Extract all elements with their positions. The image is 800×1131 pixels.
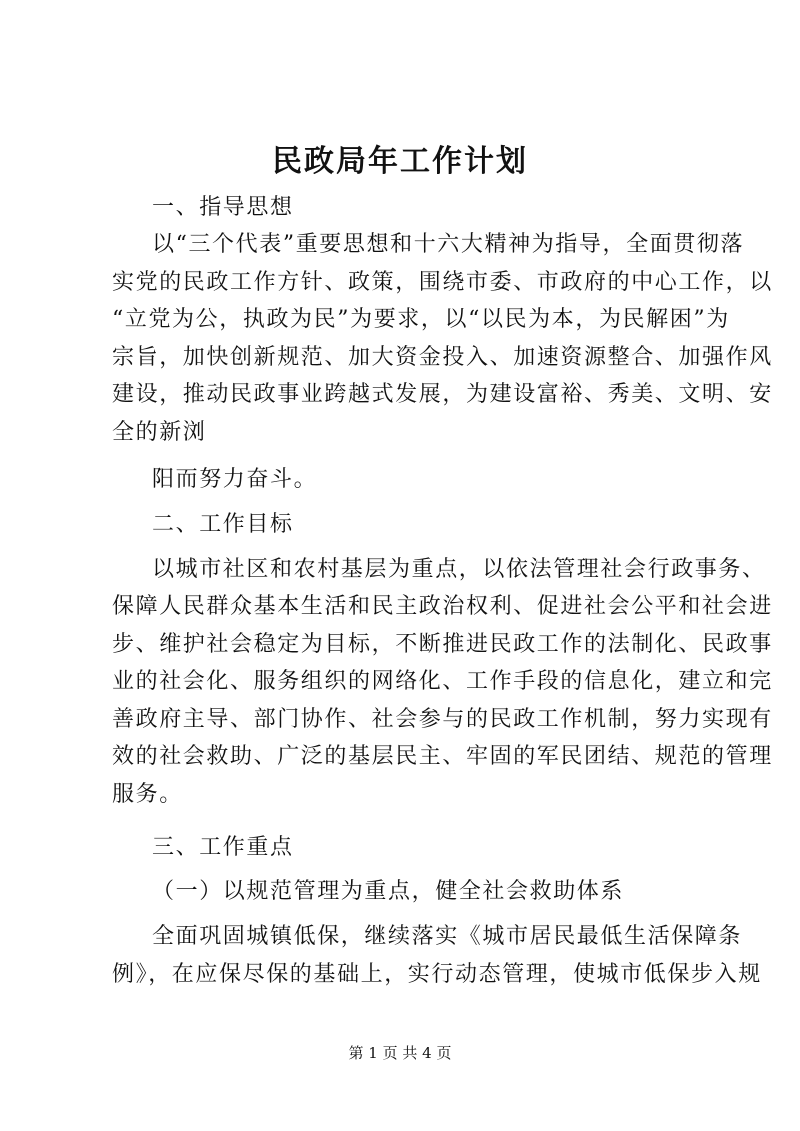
paragraph-line: 阳而努力奋斗。: [152, 467, 318, 492]
document-title: 民政局年工作计划: [272, 144, 528, 179]
paragraph-line: 业的社会化、服务组织的网络化、工作手段的信息化，建立和完: [112, 669, 773, 694]
paragraph-line: 以“三个代表”重要思想和十六大精神为指导，全面贯彻落: [152, 232, 745, 257]
paragraph-line: 保障人民群众基本生活和民主政治权利、促进社会公平和社会进: [112, 594, 773, 619]
paragraph-line: 全的新浏: [112, 420, 207, 445]
paragraph-line: 宗旨，加快创新规范、加大资金投入、加速资源整合、加强作风: [112, 345, 773, 370]
paragraph-line: 例》，在应保尽保的基础上，实行动态管理，使城市低保步入规: [112, 962, 762, 987]
paragraph-line: 服务。: [112, 782, 183, 807]
paragraph-line: 步、维护社会稳定为目标，不断推进民政工作的法制化、民政事: [112, 632, 773, 657]
page-footer: 第 1 页 共 4 页: [348, 1044, 452, 1062]
paragraph-line: “立党为公，执政为民”为要求，以“以民为本，为民解困”为: [112, 307, 730, 332]
paragraph-line: 全面巩固城镇低保，继续落实《城市居民最低生活保障条: [152, 924, 743, 949]
paragraph-line: 效的社会救助、广泛的基层民主、牢固的军民团结、规范的管理: [112, 744, 773, 769]
paragraph-line: 以城市社区和农村基层为重点，以依法管理社会行政事务、: [152, 557, 766, 582]
paragraph-line: 善政府主导、部门协作、社会参与的民政工作机制，努力实现有: [112, 707, 773, 732]
section-heading-1: 一、指导思想: [152, 195, 294, 220]
subsection-heading: （一）以规范管理为重点，健全社会救助体系: [152, 879, 625, 904]
paragraph-line: 实党的民政工作方针、政策，围绕市委、市政府的中心工作，以: [112, 270, 773, 295]
section-heading-2: 二、工作目标: [152, 512, 294, 537]
section-heading-3: 三、工作重点: [152, 835, 294, 860]
paragraph-line: 建设，推动民政事业跨越式发展，为建设富裕、秀美、文明、安: [112, 382, 773, 407]
